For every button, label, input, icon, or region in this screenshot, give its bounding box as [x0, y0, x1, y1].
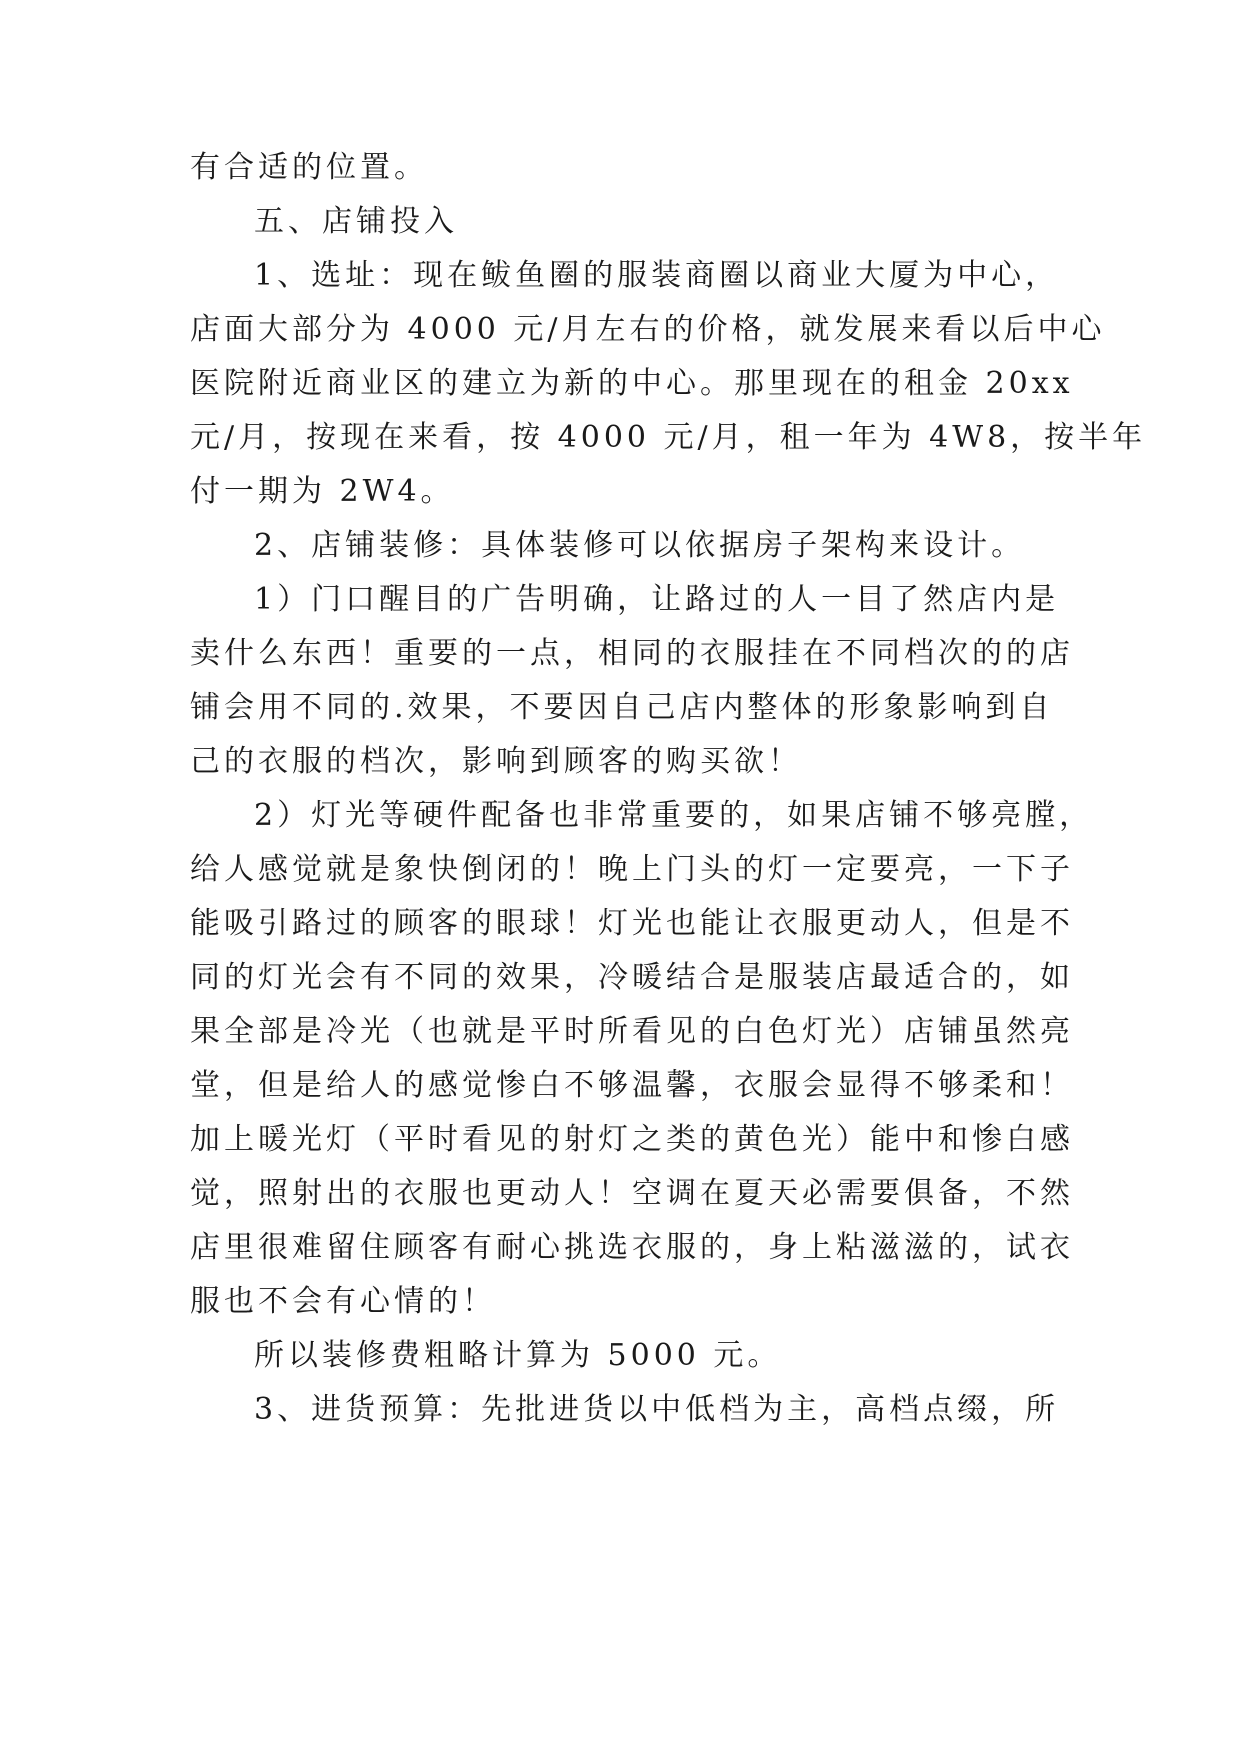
text-line: 卖什么东西！重要的一点，相同的衣服挂在不同档次的的店: [190, 636, 1074, 671]
text-line: 2）灯光等硬件配备也非常重要的，如果店铺不够亮膛，: [254, 798, 1094, 833]
text-line: 2、店铺装修：具体装修可以依据房子架构来设计。: [254, 528, 1026, 563]
text-line: 医院附近商业区的建立为新的中心。那里现在的租金 20xx: [190, 366, 1074, 401]
text-line: 堂，但是给人的感觉惨白不够温馨，衣服会显得不够柔和！: [190, 1068, 1074, 1103]
text-line: 觉，照射出的衣服也更动人！空调在夏天必需要俱备，不然: [190, 1176, 1074, 1211]
text-line: 加上暖光灯（平时看见的射灯之类的黄色光）能中和惨白感: [190, 1122, 1074, 1157]
text-line: 店面大部分为 4000 元/月左右的价格，就发展来看以后中心: [190, 312, 1106, 347]
text-line: 3、进货预算：先批进货以中低档为主，高档点缀，所: [254, 1392, 1060, 1427]
text-line: 所以装修费粗略计算为 5000 元。: [254, 1338, 782, 1373]
text-line: 有合适的位置。: [190, 150, 428, 185]
text-line: 同的灯光会有不同的效果，冷暖结合是服装店最适合的，如: [190, 960, 1074, 995]
text-line: 果全部是冷光（也就是平时所看见的白色灯光）店铺虽然亮: [190, 1014, 1074, 1049]
text-line: 1）门口醒目的广告明确，让路过的人一目了然店内是: [254, 582, 1060, 617]
text-line: 能吸引路过的顾客的眼球！灯光也能让衣服更动人，但是不: [190, 906, 1074, 941]
text-line: 元/月，按现在来看，按 4000 元/月，租一年为 4W8，按半年: [190, 420, 1147, 455]
section-heading: 五、店铺投入: [254, 204, 458, 239]
text-line: 店里很难留住顾客有耐心挑选衣服的，身上粘滋滋的，试衣: [190, 1230, 1074, 1265]
text-line: 给人感觉就是象快倒闭的！晚上门头的灯一定要亮，一下子: [190, 852, 1074, 887]
text-line: 服也不会有心情的！: [190, 1284, 496, 1319]
text-line: 1、选址：现在鲅鱼圈的服装商圈以商业大厦为中心，: [254, 258, 1060, 293]
text-line: 付一期为 2W4。: [190, 474, 455, 509]
text-line: 铺会用不同的.效果，不要因自己店内整体的形象影响到自: [190, 690, 1054, 725]
text-line: 己的衣服的档次，影响到顾客的购买欲！: [190, 744, 802, 779]
